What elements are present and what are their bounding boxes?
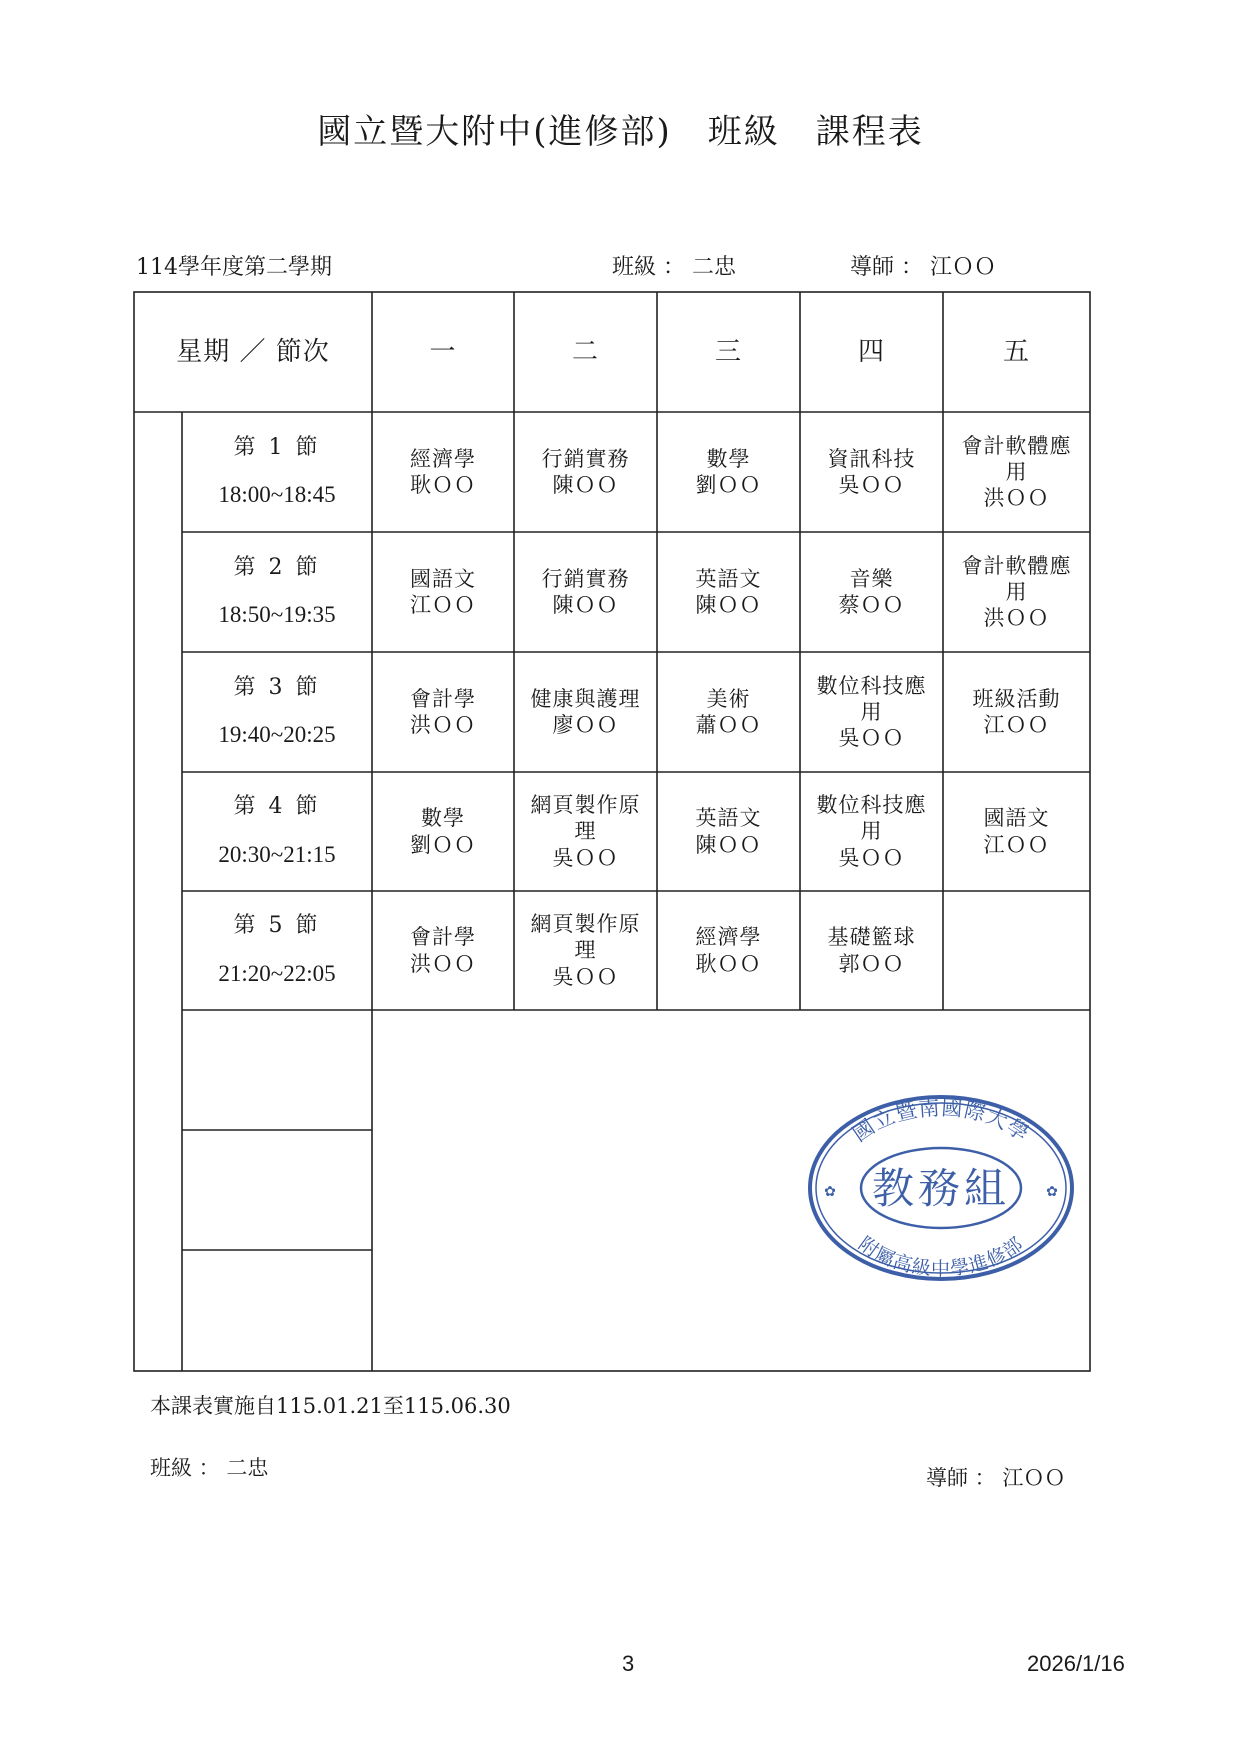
course-cell-p2-thu: [800, 532, 943, 652]
course-teacher: 江ＯＯ: [983, 713, 1050, 737]
course-cell-p3-tue: [514, 652, 657, 772]
course-cell-p2-tue: [514, 532, 657, 652]
period-name: 第 3 節: [233, 674, 321, 700]
day-header-fri: 五: [1002, 336, 1030, 367]
course-cell-p4-fri: [943, 772, 1090, 891]
svg-text:國立暨南國際大學: 國立暨南國際大學: [848, 1095, 1034, 1147]
course-subject-cont: 理: [574, 819, 597, 844]
course-teacher: 劉ＯＯ: [410, 832, 476, 857]
course-subject: 數位科技應: [816, 793, 927, 818]
course-subject: 美術: [706, 686, 751, 711]
course-subject: 音樂: [849, 566, 894, 591]
period-1: [182, 412, 372, 532]
course-cell-p1-fri: [943, 412, 1090, 532]
course-teacher: 洪ＯＯ: [410, 713, 476, 737]
course-subject: 國語文: [983, 806, 1050, 831]
course-teacher: 陳ＯＯ: [695, 832, 762, 857]
course-teacher: 洪ＯＯ: [410, 951, 476, 976]
course-cell-p3-mon: [372, 652, 514, 772]
course-cell-p3-wed: [657, 652, 800, 772]
day-header-mon: 一: [429, 336, 457, 367]
course-subject: 行銷實務: [541, 446, 630, 471]
course-cell-p4-mon: [372, 772, 514, 891]
course-subject: 資訊科技: [827, 446, 916, 471]
course-subject: 班級活動: [972, 686, 1061, 711]
svg-text:✿: ✿: [824, 1184, 836, 1200]
course-cell-p2-wed: [657, 532, 800, 652]
course-cell-p3-fri: [943, 652, 1090, 772]
course-subject: 英語文: [695, 566, 762, 591]
course-teacher: 陳ＯＯ: [695, 593, 762, 617]
course-subject-cont: 用: [860, 699, 883, 724]
period-time: 21:20~22:05: [218, 960, 336, 986]
svg-text:✿: ✿: [1046, 1184, 1058, 1200]
course-cell-p5-wed: [657, 891, 800, 1010]
course-cell-p5-tue: [514, 891, 657, 1010]
course-subject-cont: 理: [574, 938, 597, 963]
course-teacher: 耿ＯＯ: [410, 473, 476, 497]
course-subject: 會計學: [410, 686, 476, 711]
course-subject-cont: 用: [1005, 459, 1028, 484]
course-teacher: 江ＯＯ: [983, 832, 1050, 857]
course-subject-cont: 用: [860, 819, 883, 844]
period-name: 第 5 節: [233, 913, 321, 939]
course-cell-p1-wed: [657, 412, 800, 532]
period-time: 19:40~20:25: [218, 722, 336, 748]
period-name: 第 2 節: [233, 554, 321, 580]
course-subject: 經濟學: [410, 446, 476, 471]
period-time: 18:50~19:35: [218, 602, 336, 628]
course-subject: 會計軟體應: [961, 553, 1072, 578]
period-3: [182, 652, 372, 772]
course-cell-p5-thu: [800, 891, 943, 1010]
course-teacher: 吳ＯＯ: [838, 473, 905, 497]
course-teacher: 蕭ＯＯ: [695, 713, 762, 737]
course-cell-p2-mon: [372, 532, 514, 652]
course-teacher: 吳ＯＯ: [838, 726, 905, 751]
course-teacher: 郭ＯＯ: [838, 951, 905, 976]
course-subject: 經濟學: [695, 925, 762, 950]
course-cell-p1-thu: [800, 412, 943, 532]
course-subject: 網頁製作原: [530, 793, 641, 818]
course-subject: 行銷實務: [541, 566, 630, 591]
teacher-label: 導師 ： 江ＯＯ: [850, 255, 996, 280]
course-cell-p5-fri-empty: [943, 891, 1090, 1010]
day-header-tue: 二: [571, 336, 599, 367]
effective-period: 本課表實施自115.01.21至115.06.30: [150, 1394, 511, 1418]
period-2: [182, 532, 372, 652]
course-subject: 會計軟體應: [961, 433, 1072, 458]
academic-affairs-stamp: [806, 1093, 1076, 1283]
period-time: 18:00~18:45: [218, 482, 336, 508]
course-teacher: 廖ＯＯ: [552, 713, 619, 737]
course-teacher: 洪ＯＯ: [983, 606, 1050, 631]
page-number: 3: [622, 1651, 635, 1676]
period-name: 第 1 節: [233, 434, 321, 460]
course-cell-p5-mon: [372, 891, 514, 1010]
course-subject: 數學: [706, 446, 751, 471]
course-subject: 網頁製作原: [530, 912, 641, 937]
course-subject: 會計學: [410, 925, 476, 950]
period-time: 20:30~21:15: [218, 841, 336, 867]
course-teacher: 蔡ＯＯ: [838, 593, 905, 617]
day-header-thu: 四: [857, 336, 885, 367]
document-title: 國立暨大附中(進修部) 班級 課程表: [317, 112, 924, 152]
course-teacher: 劉ＯＯ: [695, 473, 762, 497]
course-teacher: 洪ＯＯ: [983, 486, 1050, 511]
svg-text:附屬高級中學進修部: 附屬高級中學進修部: [854, 1232, 1028, 1280]
svg-text:教務組: 教務組: [871, 1164, 1011, 1213]
course-teacher: 陳ＯＯ: [552, 473, 619, 497]
course-subject: 基礎籃球: [827, 925, 916, 950]
course-teacher: 江ＯＯ: [410, 593, 476, 617]
course-subject: 國語文: [410, 566, 476, 591]
period-5: [182, 891, 372, 1010]
course-cell-p4-tue: [514, 772, 657, 891]
course-teacher: 吳ＯＯ: [838, 845, 905, 870]
corner-header: 星期 ／ 節次: [176, 336, 330, 367]
course-cell-p4-wed: [657, 772, 800, 891]
course-cell-p1-mon: [372, 412, 514, 532]
footer-class-label: 班級 ： 二忠: [150, 1456, 269, 1480]
course-cell-p1-tue: [514, 412, 657, 532]
class-label: 班級 ： 二忠: [612, 255, 736, 280]
course-subject: 數位科技應: [816, 673, 927, 698]
period-4: [182, 772, 372, 891]
course-teacher: 吳ＯＯ: [552, 845, 619, 870]
course-subject-cont: 用: [1005, 579, 1028, 604]
footer-teacher-label: 導師 ： 江ＯＯ: [926, 1466, 1066, 1490]
course-cell-p3-thu: [800, 652, 943, 772]
day-header-wed: 三: [714, 336, 742, 367]
course-subject: 健康與護理: [530, 686, 641, 711]
course-cell-p4-thu: [800, 772, 943, 891]
course-cell-p2-fri: [943, 532, 1090, 652]
course-subject: 數學: [421, 806, 465, 831]
course-teacher: 耿ＯＯ: [695, 951, 762, 976]
term-label: 114學年度第二學期: [136, 255, 332, 280]
print-date: 2026/1/16: [1027, 1651, 1125, 1676]
course-teacher: 陳ＯＯ: [552, 593, 619, 617]
course-teacher: 吳ＯＯ: [552, 964, 619, 989]
period-name: 第 4 節: [233, 794, 321, 820]
course-subject: 英語文: [695, 806, 762, 831]
